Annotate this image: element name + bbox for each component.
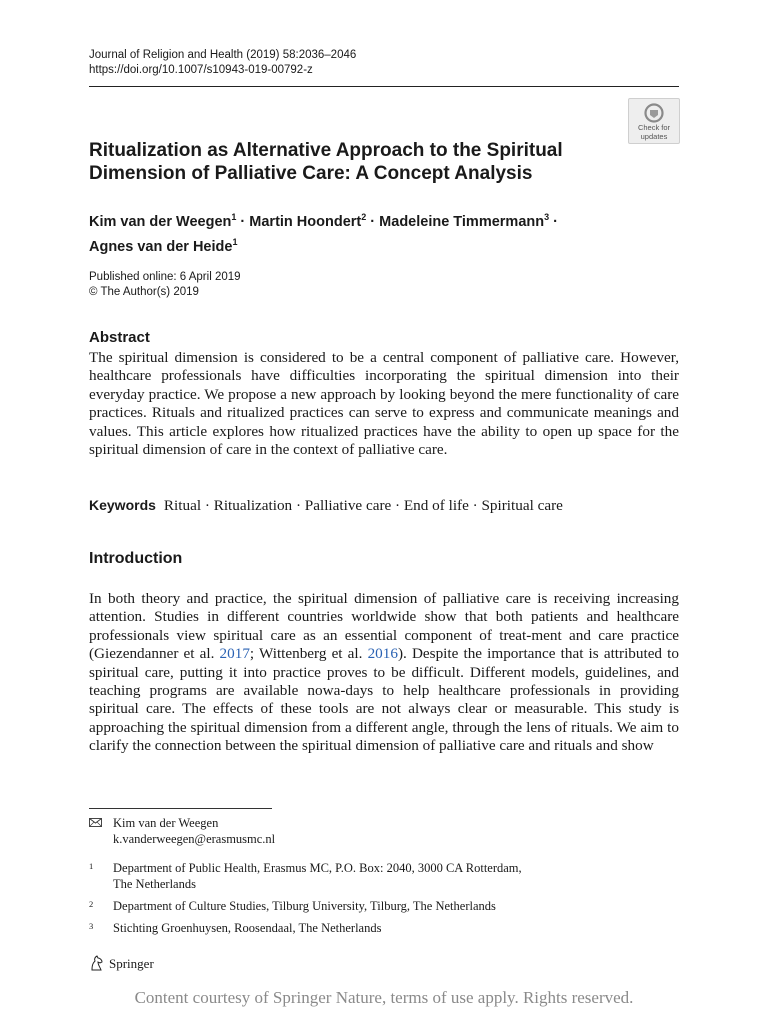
title-line-1: Ritualization as Alternative Approach to the Spiritual bbox=[89, 140, 563, 161]
author-list bbox=[89, 207, 649, 257]
check-for-updates-icon bbox=[644, 103, 664, 123]
header-rule bbox=[89, 86, 679, 87]
author[interactable]: Kim van der Weegen$^1$ bbox=[89, 212, 237, 230]
email-link[interactable]: k.vanderweegen@erasmusmc.nl bbox=[113, 832, 276, 846]
footnote-rule bbox=[89, 808, 272, 809]
publication-info bbox=[89, 270, 241, 300]
affiliation-number: 2 bbox=[89, 899, 94, 909]
badge-label-2: updates bbox=[640, 132, 668, 141]
springer-logo bbox=[89, 955, 154, 972]
citation-link[interactable]: 2016 bbox=[367, 645, 398, 663]
corresponding-author: Kim van der Weegen bbox=[113, 816, 219, 830]
affiliation-number: 3 bbox=[89, 921, 94, 931]
title-line-2: Dimension of Palliative Care: A Concept Analysis bbox=[89, 163, 533, 184]
copyright: © The Author(s) 2019 bbox=[89, 286, 199, 298]
introduction-heading: Introduction bbox=[89, 550, 183, 567]
journal-header bbox=[89, 48, 356, 78]
keywords-line bbox=[89, 497, 689, 515]
citation-link[interactable]: 2017 bbox=[219, 645, 250, 663]
abstract-heading: Abstract bbox=[89, 329, 150, 346]
introduction-text: In both theory and practice, the spiritual dimension of palliative care is receiving increasing attention. Studies in different countries worldwide show that both patients and healthcare professionals view spiritual care as an essential component of treat-ment and care practice (Giezendanner et al. 2017; Wittenberg et al. 2016). Despite the importance that is attributed to spiritual care, putting it into practice proves to be difficult. Different models, guidelines, and teaching programs are available nowa-days to help healthcare professionals in providing spiritual care. The effects of these tools are not always clear or measurable. This study is approaching the spiritual dimension from a different angle, through the lens of rituals. We aim to clarify the connection between the spiritual dimension of palliative care and rituals and show bbox=[89, 590, 679, 755]
courtesy-notice: Content courtesy of Springer Nature, terms of use apply. Rights reserved. bbox=[134, 988, 634, 1007]
author-separator: · bbox=[553, 213, 558, 230]
springer-horse-icon bbox=[89, 955, 104, 971]
badge-label-1: Check for bbox=[637, 123, 671, 132]
affiliation-number: 1 bbox=[89, 861, 94, 871]
article-title bbox=[89, 139, 609, 185]
author-separator: · bbox=[370, 213, 376, 230]
author-separator: · bbox=[240, 213, 246, 230]
check-for-updates-badge[interactable] bbox=[628, 98, 680, 144]
journal-citation: Journal of Religion and Health (2019) 58:2036–2046 bbox=[89, 49, 357, 61]
author[interactable]: Madeleine Timmermann$^3$ bbox=[379, 212, 550, 230]
abstract-text: The spiritual dimension is considered to be a central component of palliative care. However, healthcare professionals have difficulties incorporating the spiritual dimension into their everyday practice. We propose a new approach by looking beyond the mere functionality of care practices. Rituals and ritualized practices can serve to express and communicate meanings and values. This article explores how ritualized practices have the ability to open up space for the spiritual dimension of care in the context of palliative care. bbox=[89, 349, 679, 459]
doi-link[interactable]: https://doi.org/10.1007/s10943-019-00792-z bbox=[89, 64, 313, 76]
author[interactable]: Agnes van der Heide$^1$ bbox=[89, 236, 238, 255]
publisher-name: Springer bbox=[109, 956, 154, 971]
keywords-label: Keywords bbox=[89, 497, 156, 513]
keywords-list: Ritual · Ritualization · Palliative care · End of life · Spiritual care bbox=[163, 497, 563, 514]
envelope-icon bbox=[89, 818, 102, 827]
author[interactable]: Martin Hoondert$^2$ bbox=[249, 212, 367, 230]
published-date: Published online: 6 April 2019 bbox=[89, 271, 241, 283]
